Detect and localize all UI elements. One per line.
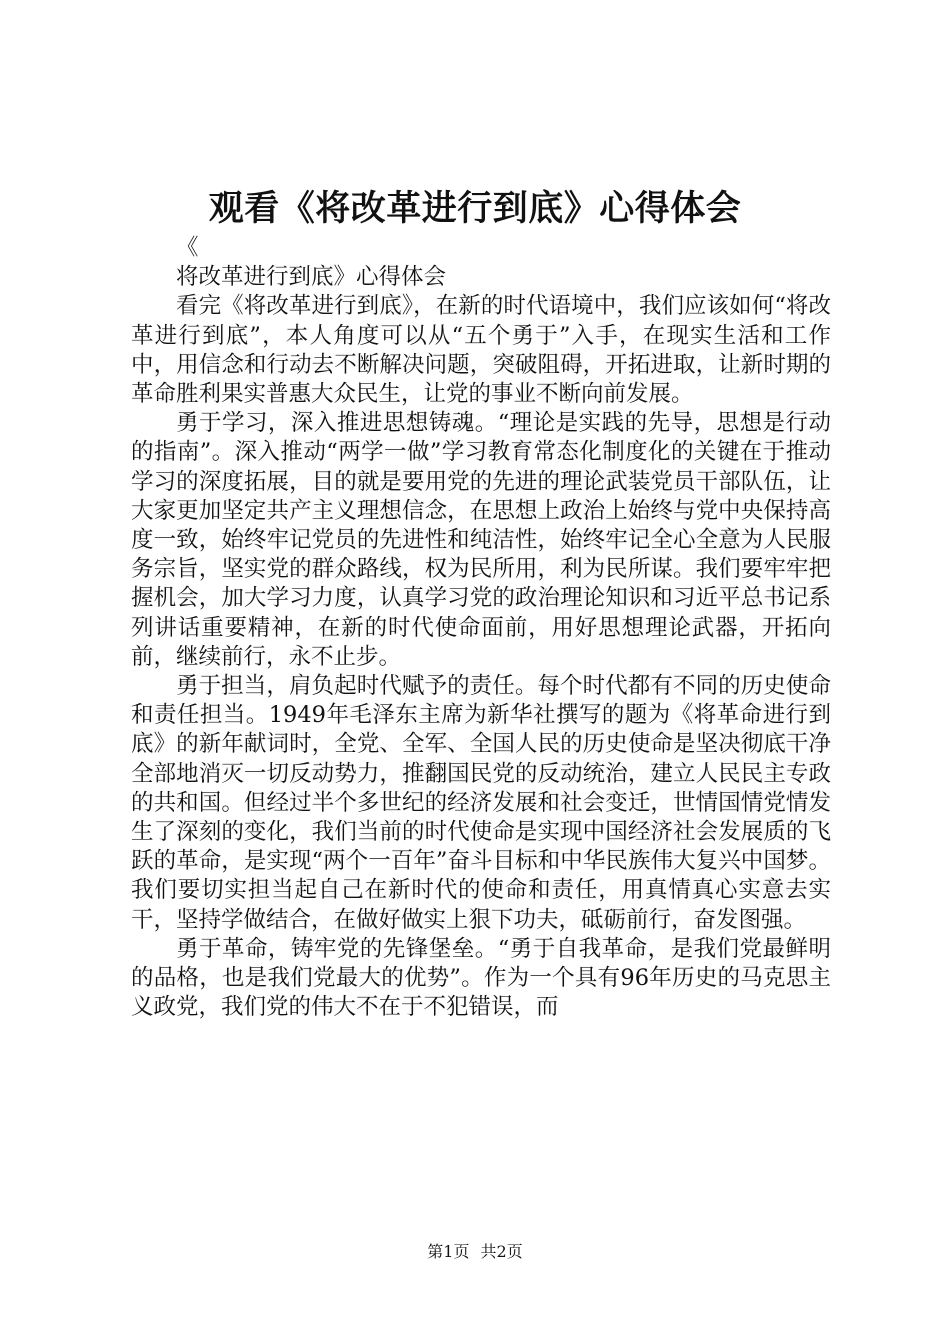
page-footer (0, 1241, 950, 1263)
document-body (131, 234, 831, 1022)
paragraph: 《 (176, 235, 199, 261)
document-title: 观看《将改革进行到底》心得体会 (208, 188, 742, 229)
paragraph: 勇于担当，肩负起时代赋予的责任。每个时代都有不同的历史使命和责任担当。1949年毛泽东主席为新华社撰写的题为《将革命进行到底》的新年献词时，全党、全军、全国人民的历史使命是坚决彻底干净全部地消灭一切反动势力，推翻国民党的反动统治，建立人民民主专政的共和国。但经过半个多世纪的经济发展和社会变迁，世情国情党情发生了深刻的变化，我们当前的时代使命是实现中国经济社会发展质的飞跃的革命，是实现“两个一百年”奋斗目标和中华民族伟大复兴中国梦。我们要切实担当起自己在新时代的使命和责任，用真情真心实意去实干，坚持学做结合，在做好做实上狠下功夫，砥砺前行，奋发图强。 (131, 673, 831, 933)
page-number: 第1页 (427, 1242, 470, 1261)
paragraph: 看完《将改革进行到底》，在新的时代语境中，我们应该如何“将改革进行到底”，本人角度可以从“五个勇于”入手，在现实生活和工作中，用信念和行动去不断解决问题，突破阻碍，开拓进取，让新时期的革命胜利果实普惠大众民生，让党的事业不断向前发展。 (131, 293, 831, 408)
page-total: 共2页 (480, 1242, 523, 1261)
paragraph: 将改革进行到底》心得体会 (176, 264, 447, 291)
paragraph: 勇于革命，铸牢党的先锋堡垒。“勇于自我革命，是我们党最鲜明的品格，也是我们党最大的优势”。作为一个具有96年历史的马克思主义政党，我们党的伟大不在于不犯错误，而 (131, 935, 831, 1021)
paragraph: 勇于学习，深入推进思想铸魂。“理论是实践的先导，思想是行动的指南”。深入推动“两学一做”学习教育常态化制度化的关键在于推动学习的深度拓展，目的就是要用党的先进的理论武装党员干部队伍，让大家更加坚定共产主义理想信念，在思想上政治上始终与党中央保持高度一致，始终牢记党员的先进性和纯洁性，始终牢记全心全意为人民服务宗旨，坚实党的群众路线，权为民所用，利为民所谋。我们要牢牢把握机会，加大学习力度，认真学习党的政治理论知识和习近平总书记系列讲话重要精神，在新的时代使命面前，用好思想理论武器，开拓向前，继续前行，永不止步。 (131, 410, 831, 670)
